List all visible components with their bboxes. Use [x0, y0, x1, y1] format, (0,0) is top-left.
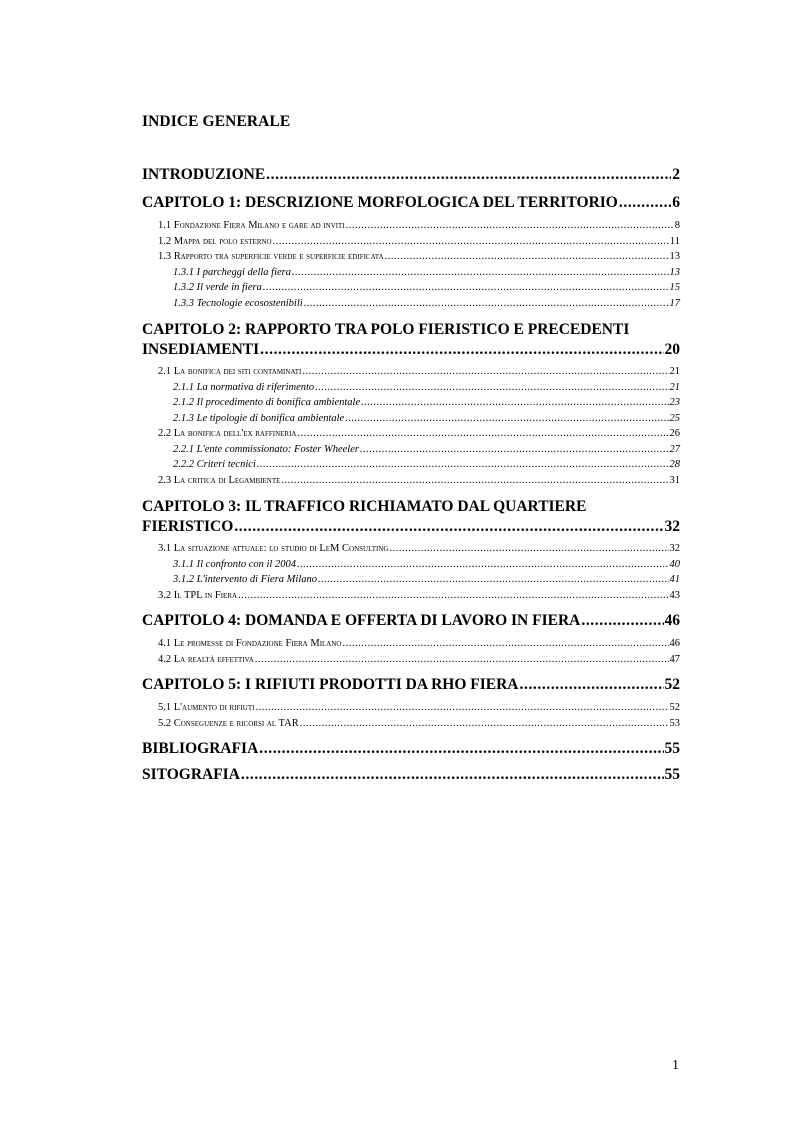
toc-entry-3-1-1[interactable]: 3.1.1 Il confronto con il 2004 ..... 40 — [142, 557, 680, 573]
page-number: 1 — [672, 1058, 679, 1073]
page-title: INDICE GENERALE — [142, 113, 291, 130]
toc-entry-1-3-3[interactable]: 1.3.3 Tecnologie ecosostenibili ..... 17 — [142, 296, 680, 312]
toc-entry-1-3-1[interactable]: 1.3.1 I parcheggi della fiera ..... 13 — [142, 265, 680, 281]
chapter-3-title-line-1: CAPITOLO 3: IL TRAFFICO RICHIAMATO DAL QUARTIERE — [142, 498, 587, 515]
toc-entry-4-2[interactable]: 4.2 La realtà effettiva ..... 47 — [142, 652, 680, 668]
toc-entry-chapter-3[interactable] — [142, 497, 680, 537]
toc-entry-1-1[interactable]: 1.1 Fondazione Fiera Milano e gare ad inviti ..... 8 — [142, 218, 680, 234]
toc-entry-introduction[interactable]: INTRODUZIONE ..... 2 — [142, 165, 680, 185]
toc-entry-3-1-2[interactable]: 3.1.2 L'intervento di Fiera Milano ..... 41 — [142, 572, 680, 588]
toc-entry-1-2[interactable]: 1.2 Mappa del polo esterno ..... 11 — [142, 234, 680, 250]
toc-entry-3-2[interactable]: 3.2 Il TPL in Fiera ..... 43 — [142, 588, 680, 604]
toc-entry-2-1-3[interactable]: 2.1.3 Le tipologie di bonifica ambientale ..... 25 — [142, 411, 680, 427]
chapter-3-title-line-2: FIERISTICO ..... 32 — [142, 517, 680, 537]
toc-entry-chapter-2[interactable] — [142, 320, 680, 360]
toc-entry-2-1-2[interactable]: 2.1.2 Il procedimento di bonifica ambientale ..... 23 — [142, 395, 680, 411]
toc-entry-chapter-4[interactable]: CAPITOLO 4: DOMANDA E OFFERTA DI LAVORO IN FIERA ..... 46 — [142, 611, 680, 631]
toc-entry-2-2[interactable]: 2.2 La bonifica dell'ex raffineria ..... 26 — [142, 426, 680, 442]
table-of-contents — [142, 157, 680, 790]
toc-entry-sitography[interactable]: SITOGRAFIA ..... 55 — [142, 765, 680, 785]
toc-entry-2-2-2[interactable]: 2.2.2 Criteri tecnici ..... 28 — [142, 457, 680, 473]
toc-entry-chapter-5[interactable]: CAPITOLO 5: I RIFIUTI PRODOTTI DA RHO FIERA ..... 52 — [142, 675, 680, 695]
toc-entry-1-3[interactable]: 1.3 Rapporto tra superficie verde e superficie edificata ..... 13 — [142, 249, 680, 265]
toc-entry-2-3[interactable]: 2.3 La critica di Legambiente ..... 31 — [142, 473, 680, 489]
toc-entry-2-2-1[interactable]: 2.2.1 L'ente commissionato: Foster Wheeler ..... 27 — [142, 442, 680, 458]
chapter-2-title-line-1: CAPITOLO 2: RAPPORTO TRA POLO FIERISTICO E PRECEDENTI — [142, 321, 630, 338]
toc-entry-4-1[interactable]: 4.1 Le promesse di Fondazione Fiera Milano ..... 46 — [142, 636, 680, 652]
toc-entry-bibliography[interactable]: BIBLIOGRAFIA ..... 55 — [142, 739, 680, 759]
toc-entry-2-1[interactable]: 2.1 La bonifica dei siti contaminati ..... 21 — [142, 364, 680, 380]
toc-entry-5-2[interactable]: 5.2 Conseguenze e ricorsi al TAR ..... 53 — [142, 716, 680, 732]
toc-entry-5-1[interactable]: 5.1 L'aumento di rifiuti ..... 52 — [142, 700, 680, 716]
toc-entry-3-1[interactable]: 3.1 La situazione attuale: lo studio di LeM Consulting ..... 32 — [142, 541, 680, 557]
toc-entry-2-1-1[interactable]: 2.1.1 La normativa di riferimento ..... 21 — [142, 380, 680, 396]
toc-entry-chapter-1[interactable]: CAPITOLO 1: DESCRIZIONE MORFOLOGICA DEL TERRITORIO ..... 6 — [142, 193, 680, 213]
toc-entry-1-3-2[interactable]: 1.3.2 Il verde in fiera ..... 15 — [142, 280, 680, 296]
chapter-2-title-line-2: INSEDIAMENTI ..... 20 — [142, 340, 680, 360]
